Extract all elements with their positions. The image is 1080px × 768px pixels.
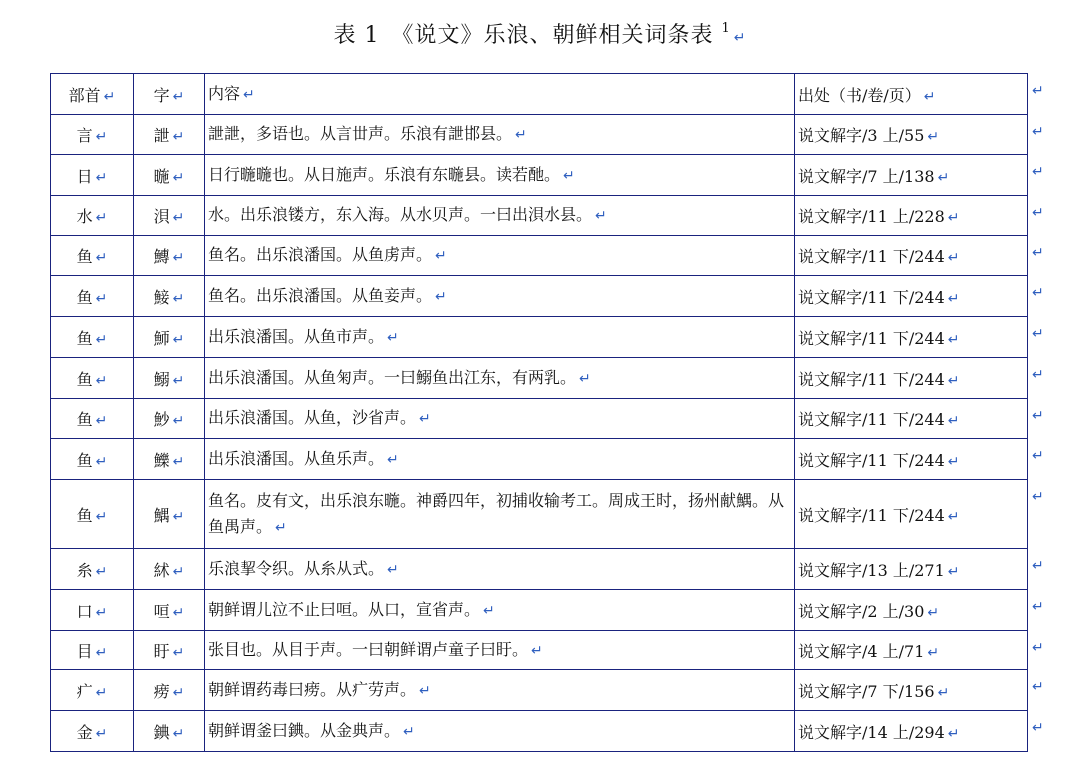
paragraph-mark-icon: ↵ xyxy=(923,88,936,105)
paragraph-mark-icon: ↵ xyxy=(172,413,185,429)
cell-content: 张目也。从目于声。一曰朝鲜谓卢童子曰盱。 ↵ xyxy=(205,631,795,670)
cell-source: 说文解字/11 下/244 ↵ xyxy=(795,399,1028,439)
cell-radical: 日 ↵ xyxy=(51,155,134,196)
paragraph-mark-icon: ↵ xyxy=(515,127,527,143)
paragraph-mark-icon: ↵ xyxy=(563,167,575,184)
paragraph-mark-icon: ↵ xyxy=(172,604,185,621)
paragraph-mark-icon: ↵ xyxy=(927,604,940,621)
cell-source: 说文解字/11 下/244 ↵ xyxy=(795,480,1028,549)
cell-character: 暆 ↵ xyxy=(134,155,205,196)
cell-character: 錪 ↵ xyxy=(134,711,205,752)
paragraph-mark-icon: ↵ xyxy=(937,169,950,186)
paragraph-mark-icon: ↵ xyxy=(172,372,185,389)
table-row xyxy=(51,480,1028,549)
cell-content: 詍詍，多语也。从言丗声。乐浪有詍邯县。 ↵ xyxy=(205,115,795,155)
table-row xyxy=(51,115,1028,155)
cell-radical: 鱼 ↵ xyxy=(51,480,134,549)
cell-source: 说文解字/11 上/228 ↵ xyxy=(795,196,1028,236)
cell-source: 说文解字/11 下/244 ↵ xyxy=(795,236,1028,276)
row-end-mark-icon: ↵ xyxy=(1032,640,1044,656)
cell-source: 说文解字/4 上/71 ↵ xyxy=(795,631,1028,670)
cell-content: 出乐浪潘国。从鱼市声。 ↵ xyxy=(205,317,795,358)
paragraph-mark-icon: ↵ xyxy=(95,372,108,389)
table-row xyxy=(51,155,1028,196)
cell-character: 鰅 ↵ xyxy=(134,480,205,549)
paragraph-mark-icon: ↵ xyxy=(927,644,940,661)
cell-character: 鯜 ↵ xyxy=(134,276,205,317)
cell-radical: 鱼 ↵ xyxy=(51,358,134,399)
header-content: 内容 ↵ xyxy=(205,74,795,115)
row-end-mark-icon: ↵ xyxy=(1032,408,1044,424)
cell-character: 鰯 ↵ xyxy=(134,358,205,399)
paragraph-mark-icon: ↵ xyxy=(419,411,431,427)
cell-radical: 糸 ↵ xyxy=(51,549,134,590)
cell-content: 朝鲜谓釜曰錪。从金典声。 ↵ xyxy=(205,711,795,752)
row-end-mark-icon: ↵ xyxy=(1032,599,1044,615)
paragraph-mark-icon: ↵ xyxy=(947,250,960,266)
cell-content: 出乐浪潘国。从鱼，沙省声。 ↵ xyxy=(205,399,795,439)
cell-content: 鱼名。皮有文，出乐浪东暆。神爵四年，初捕收输考工。周成王时，扬州献鰅。从鱼禺声。 ↵ xyxy=(205,480,795,549)
paragraph-mark-icon: ↵ xyxy=(531,642,543,659)
paragraph-mark-icon: ↵ xyxy=(243,86,255,103)
table-row xyxy=(51,276,1028,317)
table-caption xyxy=(0,18,1080,49)
table-row xyxy=(51,317,1028,358)
cell-radical: 鱼 ↵ xyxy=(51,439,134,480)
table-row xyxy=(51,549,1028,590)
cell-radical: 鱼 ↵ xyxy=(51,317,134,358)
paragraph-mark-icon: ↵ xyxy=(95,250,108,266)
row-end-mark-icon: ↵ xyxy=(1032,367,1044,383)
cell-source: 说文解字/7 下/156 ↵ xyxy=(795,670,1028,711)
cell-character: 魦 ↵ xyxy=(134,399,205,439)
cell-radical: 目 ↵ xyxy=(51,631,134,670)
row-end-mark-icon: ↵ xyxy=(1032,326,1044,342)
cell-radical: 言 ↵ xyxy=(51,115,134,155)
paragraph-mark-icon: ↵ xyxy=(579,370,591,387)
table-row xyxy=(51,439,1028,480)
cell-content: 日行暆暆也。从日施声。乐浪有东暆县。读若酏。 ↵ xyxy=(205,155,795,196)
paragraph-mark-icon: ↵ xyxy=(947,725,960,742)
cell-content: 朝鲜谓药毒曰痨。从疒劳声。 ↵ xyxy=(205,670,795,711)
header-character: 字 ↵ xyxy=(134,74,205,115)
paragraph-mark-icon: ↵ xyxy=(95,563,108,580)
paragraph-mark-icon: ↵ xyxy=(947,563,960,580)
row-end-mark-icon: ↵ xyxy=(1032,558,1044,574)
cell-source: 说文解字/11 下/244 ↵ xyxy=(795,439,1028,480)
paragraph-mark-icon: ↵ xyxy=(947,331,960,348)
table-row xyxy=(51,399,1028,439)
paragraph-mark-icon: ↵ xyxy=(95,210,108,226)
paragraph-mark-icon: ↵ xyxy=(947,372,960,389)
cell-content: 乐浪挈令织。从糸从式。 ↵ xyxy=(205,549,795,590)
paragraph-mark-icon: ↵ xyxy=(172,129,185,145)
cell-character: 浿 ↵ xyxy=(134,196,205,236)
paragraph-mark-icon: ↵ xyxy=(95,129,108,145)
cell-radical: 疒 ↵ xyxy=(51,670,134,711)
cell-source: 说文解字/3 上/55 ↵ xyxy=(795,115,1028,155)
row-end-mark-icon: ↵ xyxy=(1032,124,1044,140)
row-end-mark-icon: ↵ xyxy=(1032,679,1044,695)
paragraph-mark-icon: ↵ xyxy=(927,129,940,145)
cell-source: 说文解字/11 下/244 ↵ xyxy=(795,276,1028,317)
cell-radical: 鱼 ↵ xyxy=(51,399,134,439)
paragraph-mark-icon: ↵ xyxy=(947,210,960,226)
paragraph-mark-icon: ↵ xyxy=(95,644,108,661)
paragraph-mark-icon: ↵ xyxy=(95,413,108,429)
table-row xyxy=(51,590,1028,631)
cell-character: 盱 ↵ xyxy=(134,631,205,670)
cell-content: 出乐浪潘国。从鱼匊声。一曰鰯鱼出江东，有两乳。 ↵ xyxy=(205,358,795,399)
paragraph-mark-icon: ↵ xyxy=(387,561,399,578)
cell-content: 鱼名。出乐浪潘国。从鱼虏声。 ↵ xyxy=(205,236,795,276)
row-end-mark-icon: ↵ xyxy=(1032,83,1044,99)
cell-source: 说文解字/7 上/138 ↵ xyxy=(795,155,1028,196)
paragraph-mark-icon: ↵ xyxy=(172,725,185,742)
cell-content: 鱼名。出乐浪潘国。从鱼妾声。 ↵ xyxy=(205,276,795,317)
paragraph-mark-icon: ↵ xyxy=(172,684,185,701)
cell-radical: 金 ↵ xyxy=(51,711,134,752)
paragraph-mark-icon: ↵ xyxy=(95,290,108,307)
footnote-marker[interactable]: 1 xyxy=(721,20,731,36)
paragraph-mark-icon: ↵ xyxy=(435,248,447,264)
caption-text: 表 1 《说文》乐浪、朝鲜相关词条表 xyxy=(333,23,714,48)
paragraph-mark-icon: ↵ xyxy=(387,329,399,346)
cell-content: 出乐浪潘国。从鱼乐声。 ↵ xyxy=(205,439,795,480)
cell-source: 说文解字/14 上/294 ↵ xyxy=(795,711,1028,752)
paragraph-mark-icon: ↵ xyxy=(595,208,607,224)
row-end-mark-icon: ↵ xyxy=(1032,285,1044,301)
table-row xyxy=(51,196,1028,236)
cell-source: 说文解字/11 下/244 ↵ xyxy=(795,317,1028,358)
cell-character: 痨 ↵ xyxy=(134,670,205,711)
cell-content: 水。出乐浪镂方，东入海。从水贝声。一曰出浿水县。 ↵ xyxy=(205,196,795,236)
paragraph-mark-icon: ↵ xyxy=(172,453,185,470)
cell-character: 鱳 ↵ xyxy=(134,439,205,480)
table-row xyxy=(51,711,1028,752)
header-source: 出处（书/卷/页） ↵ xyxy=(795,74,1028,115)
cell-source: 说文解字/11 下/244 ↵ xyxy=(795,358,1028,399)
cell-character: 鱄 ↵ xyxy=(134,236,205,276)
row-end-mark-icon: ↵ xyxy=(1032,245,1044,261)
paragraph-mark-icon: ↵ xyxy=(387,451,399,468)
paragraph-mark-icon: ↵ xyxy=(172,169,185,186)
paragraph-mark-icon: ↵ xyxy=(172,290,185,307)
header-radical: 部首 ↵ xyxy=(51,74,134,115)
paragraph-mark-icon: ↵ xyxy=(95,331,108,348)
paragraph-mark-icon: ↵ xyxy=(947,453,960,470)
row-end-mark-icon: ↵ xyxy=(1032,489,1044,505)
cell-content: 朝鲜谓儿泣不止曰咺。从口，宣省声。 ↵ xyxy=(205,590,795,631)
cell-source: 说文解字/2 上/30 ↵ xyxy=(795,590,1028,631)
paragraph-mark-icon: ↵ xyxy=(103,88,116,105)
paragraph-mark-icon: ↵ xyxy=(275,519,287,536)
row-end-mark-icon: ↵ xyxy=(1032,205,1044,221)
paragraph-mark-icon: ↵ xyxy=(733,30,747,46)
paragraph-mark-icon: ↵ xyxy=(172,644,185,661)
paragraph-mark-icon: ↵ xyxy=(95,604,108,621)
table-row xyxy=(51,631,1028,670)
cell-radical: 鱼 ↵ xyxy=(51,276,134,317)
cell-radical: 水 ↵ xyxy=(51,196,134,236)
paragraph-mark-icon: ↵ xyxy=(172,563,185,580)
paragraph-mark-icon: ↵ xyxy=(947,290,960,307)
paragraph-mark-icon: ↵ xyxy=(947,508,960,525)
header-row xyxy=(51,74,1028,115)
table-row xyxy=(51,670,1028,711)
cell-character: 絉 ↵ xyxy=(134,549,205,590)
paragraph-mark-icon: ↵ xyxy=(419,682,431,699)
cell-source: 说文解字/13 上/271 ↵ xyxy=(795,549,1028,590)
row-end-mark-icon: ↵ xyxy=(1032,164,1044,180)
paragraph-mark-icon: ↵ xyxy=(95,508,108,525)
table-row xyxy=(51,236,1028,276)
paragraph-mark-icon: ↵ xyxy=(95,169,108,186)
paragraph-mark-icon: ↵ xyxy=(403,723,415,740)
paragraph-mark-icon: ↵ xyxy=(95,725,108,742)
cell-radical: 口 ↵ xyxy=(51,590,134,631)
paragraph-mark-icon: ↵ xyxy=(947,413,960,429)
row-end-mark-icon: ↵ xyxy=(1032,720,1044,736)
paragraph-mark-icon: ↵ xyxy=(172,331,185,348)
cell-radical: 鱼 ↵ xyxy=(51,236,134,276)
paragraph-mark-icon: ↵ xyxy=(172,508,185,525)
paragraph-mark-icon: ↵ xyxy=(95,453,108,470)
cell-character: 詍 ↵ xyxy=(134,115,205,155)
paragraph-mark-icon: ↵ xyxy=(483,602,495,619)
paragraph-mark-icon: ↵ xyxy=(172,210,185,226)
row-end-mark-icon: ↵ xyxy=(1032,448,1044,464)
paragraph-mark-icon: ↵ xyxy=(95,684,108,701)
paragraph-mark-icon: ↵ xyxy=(172,88,185,105)
cell-character: 咺 ↵ xyxy=(134,590,205,631)
paragraph-mark-icon: ↵ xyxy=(172,250,185,266)
paragraph-mark-icon: ↵ xyxy=(937,684,950,701)
dictionary-entries-table xyxy=(50,73,1028,752)
paragraph-mark-icon: ↵ xyxy=(435,288,447,305)
cell-character: 魳 ↵ xyxy=(134,317,205,358)
table-row xyxy=(51,358,1028,399)
